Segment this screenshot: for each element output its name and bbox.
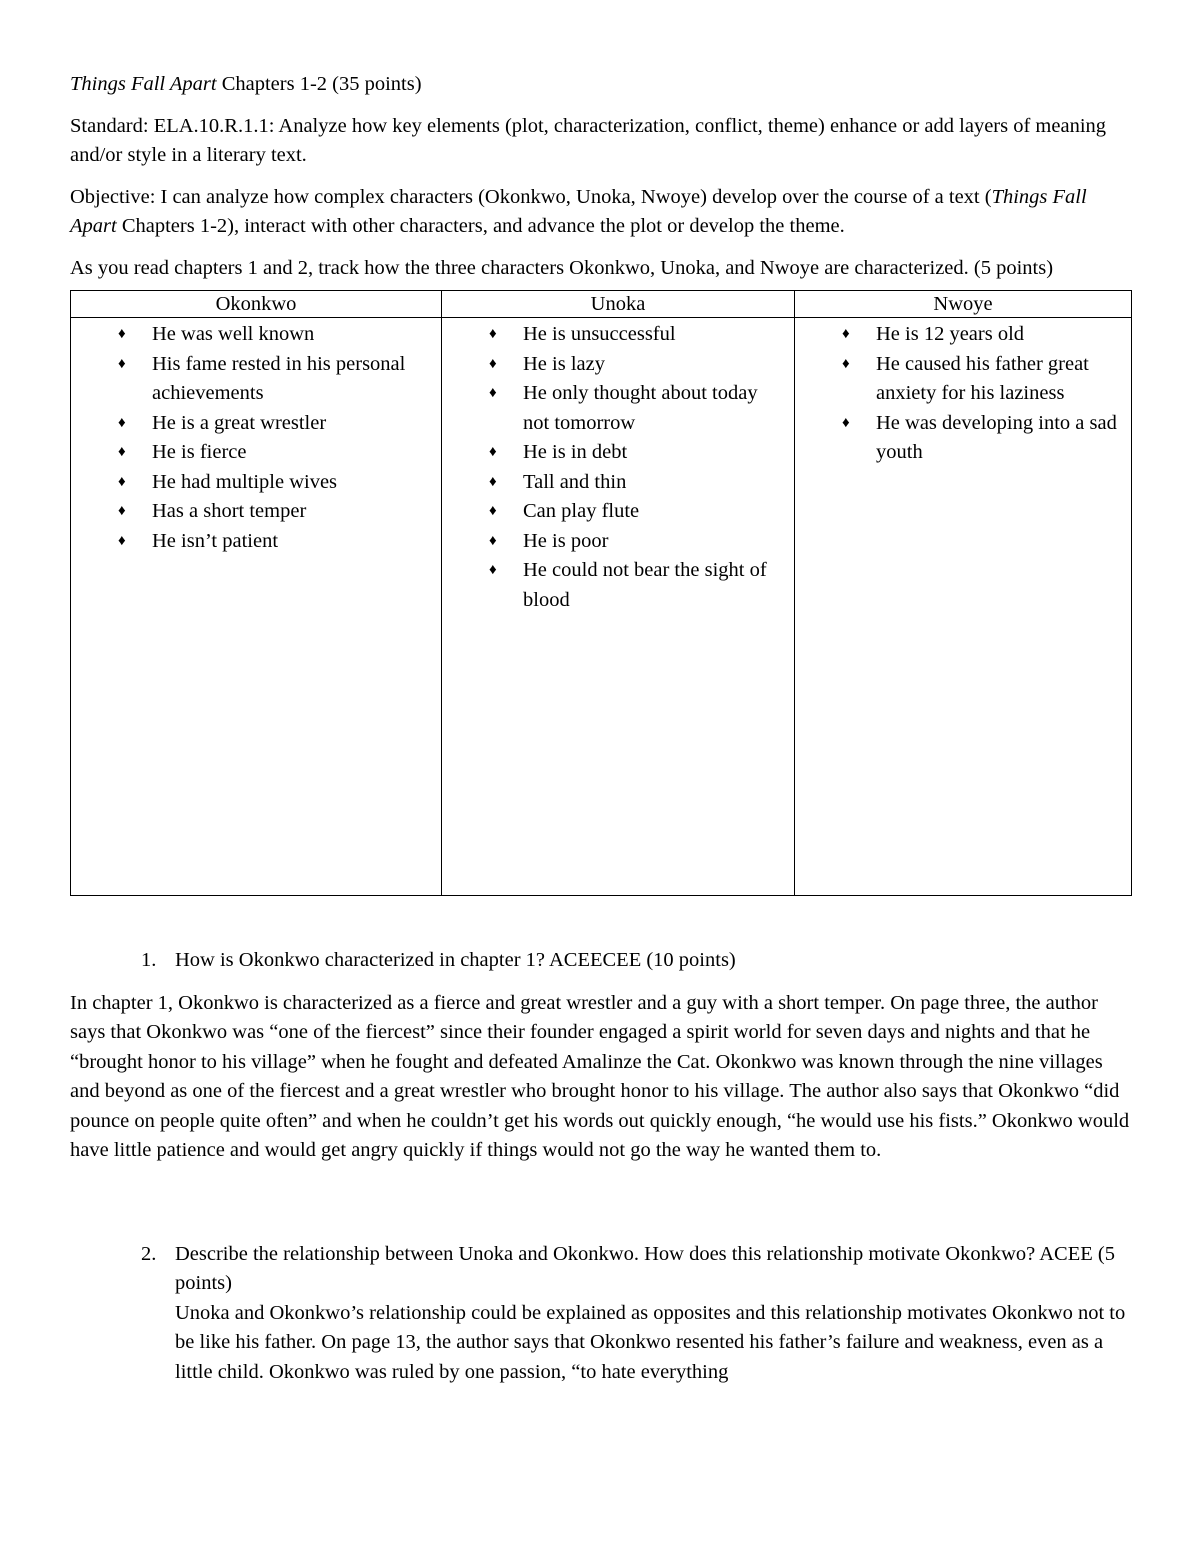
list-item: ♦ He was well known (71, 320, 441, 350)
document-page (70, 70, 1132, 1387)
list-item: ♦ Tall and thin (442, 468, 794, 498)
diamond-bullet-icon: ♦ (842, 355, 850, 372)
list-item: ♦ He is lazy (442, 350, 794, 380)
table-header-row (71, 291, 1132, 318)
question-2-text: Describe the relationship between Unoka and Okonkwo. How does this relationship motivate Okonkwo? ACEE (5 points) (175, 1242, 1115, 1294)
list-item: ♦ He was developing into a sad youth (795, 409, 1131, 468)
list-item: ♦ He is unsuccessful (442, 320, 794, 350)
instructions-text: As you read chapters 1 and 2, track how the three characters Okonkwo, Unoka, and Nwoye are characterized. (5 points) (70, 256, 1054, 279)
objective-text (70, 183, 1132, 242)
diamond-bullet-icon: ♦ (842, 326, 850, 342)
list-item: ♦ He is in debt (442, 438, 794, 468)
list-item: ♦ He caused his father great anxiety for his laziness (795, 350, 1131, 409)
column-header-nwoye: Nwoye (795, 291, 1132, 318)
list-item: ♦ He isn’t patient (71, 527, 441, 557)
diamond-bullet-icon: ♦ (489, 355, 497, 372)
answer-2: Unoka and Okonkwo’s relationship could be explained as opposites and this relationship motivates Okonkwo not to be like his father. On page 13, the author says that Okonkwo resented his father’s failure and weakness, even as a little child. Okonkwo was ruled by one passion, “to hate everything (175, 1301, 1126, 1383)
diamond-bullet-icon: ♦ (118, 444, 126, 460)
characterization-table (70, 290, 1132, 896)
list-item: ♦ He could not bear the sight of blood (442, 556, 794, 615)
table-row (71, 318, 1132, 896)
question-1-text: How is Okonkwo characterized in chapter 1? ACEECEE (10 points) (175, 949, 736, 971)
question-2-number: 2. (141, 1242, 157, 1265)
diamond-bullet-icon: ♦ (489, 385, 497, 401)
question-2 (70, 1240, 1132, 1388)
objective-part1: Objective: I can analyze how complex characters (Okonkwo, Unoka, Nwoye) develop over the course of a text ( (70, 185, 992, 208)
diamond-bullet-icon: ♦ (489, 326, 497, 342)
okonkwo-cell (71, 318, 442, 896)
diamond-bullet-icon: ♦ (489, 503, 497, 519)
diamond-bullet-icon: ♦ (489, 532, 497, 549)
standard-text: Standard: ELA.10.R.1.1: Analyze how key elements (plot, characterization, conflict, theme) enhance or add layers of meaning and/or style in a literary text. (70, 114, 1107, 166)
answer-1: In chapter 1, Okonkwo is characterized as a fierce and great wrestler and a guy with a short temper. On page three, the author says that Okonkwo was “one of the fiercest” since their founder engaged a spirit world for seven days and nights and that he “brought honor to his village” when he fought and defeated Amalinze the Cat. Okonkwo was known through the nine villages and beyond as one of the fiercest and a great wrestler who brought honor to his village. The author also says that Okonkwo “did pounce on people quite often” and when he couldn’t get his words out quickly enough, “he would use his fists.” Okonkwo would have little patience and would get angry quickly if things would not go the way he wanted them to. (70, 991, 1130, 1161)
diamond-bullet-icon: ♦ (118, 503, 126, 519)
page-title (70, 70, 1132, 100)
nwoye-trait-list (795, 320, 1131, 468)
list-item: ♦ Has a short temper (71, 497, 441, 527)
list-item: ♦ He is a great wrestler (71, 409, 441, 439)
diamond-bullet-icon: ♦ (118, 414, 126, 431)
list-item: ♦ He had multiple wives (71, 468, 441, 498)
diamond-bullet-icon: ♦ (489, 562, 497, 578)
diamond-bullet-icon: ♦ (489, 444, 497, 460)
list-item: ♦ Can play flute (442, 497, 794, 527)
diamond-bullet-icon: ♦ (489, 473, 497, 490)
okonkwo-trait-list (71, 320, 441, 556)
diamond-bullet-icon: ♦ (118, 532, 126, 549)
title-rest: Chapters 1-2 (35 points) (216, 73, 422, 95)
column-header-okonkwo: Okonkwo (71, 291, 442, 318)
unoka-trait-list (442, 320, 794, 615)
unoka-cell (442, 318, 795, 896)
diamond-bullet-icon: ♦ (118, 355, 126, 372)
diamond-bullet-icon: ♦ (118, 473, 126, 490)
list-item: ♦ He is 12 years old (795, 320, 1131, 350)
objective-part2: Chapters 1-2), interact with other characters, and advance the plot or develop the theme. (116, 215, 845, 237)
diamond-bullet-icon: ♦ (842, 414, 850, 431)
list-item: ♦ He is fierce (71, 438, 441, 468)
list-item: ♦ His fame rested in his personal achievements (71, 350, 441, 409)
list-item: ♦ He only thought about today not tomorrow (442, 379, 794, 438)
diamond-bullet-icon: ♦ (118, 326, 126, 342)
question-1-number: 1. (141, 949, 157, 971)
book-title: Things Fall Apart (70, 73, 217, 95)
column-header-unoka: Unoka (442, 291, 795, 318)
question-1 (70, 946, 1132, 976)
objective-book-title: Things Fall Apart (70, 185, 1087, 237)
nwoye-cell (795, 318, 1132, 896)
list-item: ♦ He is poor (442, 527, 794, 557)
